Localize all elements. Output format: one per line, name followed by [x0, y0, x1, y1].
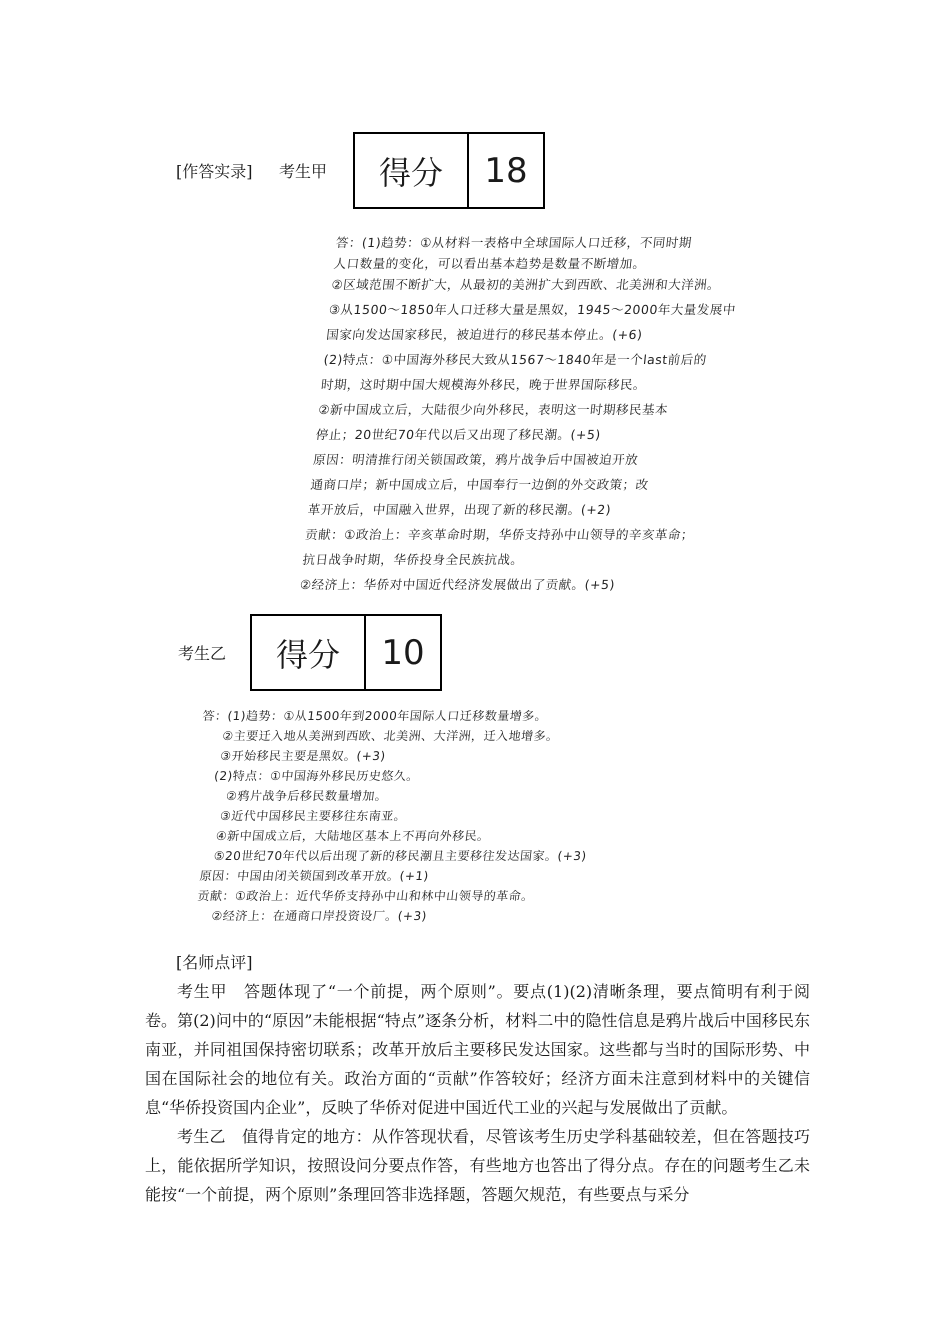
- answer-line: 人口数量的变化，可以看出基本趋势是数量不断增加。: [332, 256, 647, 271]
- answer-line: 时期，这时期中国大规模海外移民，晚于世界国际移民。: [320, 377, 647, 392]
- answer-line: ②区域范围不断扩大，从最初的美洲扩大到西欧、北美洲和大洋洲。: [330, 277, 722, 292]
- answer-line: ②经济上：在通商口岸投资设厂。(+3): [210, 909, 428, 923]
- review-body: [145, 977, 810, 1209]
- answer-line: ②主要迁入地从美洲到西欧、北美洲、大洋洲，迁入地增多。: [221, 729, 560, 743]
- candidate-a-answer: [299, 232, 744, 595]
- answer-line: (2)特点：①中国海外移民大致从1567～1840年是一个last前后的: [322, 352, 708, 367]
- answer-line: ②鸦片战争后移民数量增加。: [225, 789, 389, 803]
- answer-line: 答：(1)趋势：①从1500年到2000年国际人口迁移数量增多。: [201, 709, 549, 723]
- answer-line: ②经济上：华侨对中国近代经济发展做出了贡献。(+5): [299, 577, 616, 592]
- score-label: 得分: [355, 134, 469, 207]
- answer-line: ⑤20世纪70年代以后出现了新的移民潮且主要移往发达国家。(+3): [213, 849, 588, 863]
- answer-line: ④新中国成立后，大陆地区基本上不再向外移民。: [215, 829, 491, 843]
- answer-line: 原因：明清推行闭关锁国政策，鸦片战争后中国被迫开放: [312, 452, 639, 467]
- candidate-a-name: 考生甲: [279, 162, 328, 181]
- answer-line: 国家向发达国家移民，被迫进行的移民基本停止。(+6): [325, 327, 644, 342]
- candidate-a-score: 18: [484, 150, 528, 191]
- answer-line: 贡献：①政治上：辛亥革命时期，华侨支持孙中山领导的辛亥革命；: [304, 527, 695, 542]
- candidate-b-answer: [180, 706, 602, 926]
- answer-line: (2)特点：①中国海外移民历史悠久。: [213, 769, 420, 783]
- answer-line: 停止；20世纪70年代以后又出现了移民潮。(+5): [315, 427, 602, 442]
- review-paragraph-b: 考生乙 值得肯定的地方：从作答现状看，尽管该考生历史学科基础较差，但在答题技巧上，能依据所学知识，按照设问分要点作答，有些地方也答出了得分点。存在的问题考生乙未能按“一个前提，两个原则”条理回答非选择题，答题欠规范，有些要点与采分: [145, 1127, 810, 1204]
- answer-line: 答：(1)趋势：①从材料一表格中全球国际人口迁移，不同时期: [335, 235, 693, 250]
- answer-line: 原因：中国由闭关锁国到改革开放。(+1): [198, 869, 430, 883]
- candidate-b-name: 考生乙: [178, 644, 227, 663]
- section-label: [作答实录]: [176, 162, 253, 181]
- answer-line: ③开始移民主要是黑奴。(+3): [219, 749, 387, 763]
- answer-line: ③从1500～1850年人口迁移大量是黑奴，1945～2000年大量发展中: [328, 302, 737, 317]
- answer-line: 通商口岸；新中国成立后，中国奉行一边倒的外交政策；改: [309, 477, 650, 492]
- review-paragraph-a: 考生甲 答题体现了“一个前提，两个原则”。要点(1)(2)清晰条理，要点简明有利于阅卷。第(2)问中的“原因”未能根据“特点”逐条分析，材料二中的隐性信息是鸦片战后中国移民东南亚，并同祖国保持密切联系；改革开放后主要移民发达国家。这些都与当时的国际形势、中国在国际社会的地位有关。政治方面的“贡献”作答较好；经济方面未注意到材料中的关键信息“华侨投资国内企业”，反映了华侨对促进中国近代工业的兴起与发展做出了贡献。: [145, 982, 810, 1117]
- answer-line: 抗日战争时期，华侨投身全民族抗战。: [301, 552, 525, 567]
- review-title: [名师点评]: [176, 953, 253, 972]
- answer-line: ②新中国成立后，大陆很少向外移民，表明这一时期移民基本: [317, 402, 669, 417]
- answer-line: 革开放后，中国融入世界，出现了新的移民潮。(+2): [307, 502, 612, 517]
- candidate-b-score-box: [250, 614, 442, 691]
- score-label: 得分: [252, 616, 366, 689]
- answer-line: 贡献：①政治上：近代华侨支持孙中山和林中山领导的革命。: [196, 889, 535, 903]
- candidate-a-score-box: [353, 132, 545, 209]
- candidate-b-score: 10: [381, 632, 425, 673]
- answer-line: ③近代中国移民主要移往东南亚。: [219, 809, 408, 823]
